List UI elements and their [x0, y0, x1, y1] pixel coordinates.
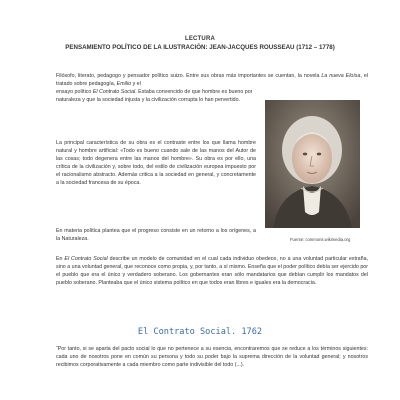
rousseau-portrait	[265, 100, 360, 228]
intro-paragraph: Filósofo, literato, pedagogo y pensador político suizo. Entre sus obras más importantes se cuentan, la novela La nueva Eloísa, el tratado sobre pedagogía, Emilio y el	[56, 73, 368, 87]
portrait-caption: Fuente: commons.wikimedia.org	[290, 237, 351, 242]
page-title: PENSAMIENTO POLÍTICO DE LA ILUSTRACIÓN: JEAN-JACQUES ROUSSEAU (1712 – 1778)	[65, 44, 335, 51]
intro-paragraph-continued: ensayo político El Contrato Social. Estaba convencido de que hombre es bueno por naturaleza y que la sociedad injusta y la civilización corrupta lo han pervertido.	[56, 89, 253, 103]
section-title: El Contrato Social. 1762	[137, 327, 263, 337]
politics-paragraph: En materia política plantea que el progreso consiste en un retorno a los orígenes, a la Naturaleza.	[56, 228, 256, 242]
quote-paragraph: “Por tanto, si se aparta del pacto social lo que no pertenece a su esencia, encontraremos que se reduce a los términos siguientes: cada uno de nosotros pone en común su persona y todo su poder bajo la suprema dirección de la voluntad general; y nosotros recibimos corporativamente a cada miembro como parte indivisible del todo (...).	[56, 346, 368, 368]
characteristics-paragraph: La principal característica de su obra es el contraste entre los que llama hombre natural y hombre artificial: «Todo es bueno cuando sale de las manos del Autor de las cosas; todo degenera entre las manos del hombre». Su obra es por ello, una crítica de la civilización y, sobre todo, del estilo de civilización europea impuesto por el racionalismo abstracto. Además critica a la sociedad en general, y concretamente a la sociedad francesa de su época.	[56, 140, 256, 186]
reading-kicker: LECTURA	[184, 36, 216, 42]
portrait-illustration	[265, 100, 360, 228]
social-contract-paragraph: En El Contrato Social describe un modelo de comunidad en el cual cada individuo obedece, no a una voluntad particular extraña, sino a una voluntad general, que reconoce como propia, y, por tanto, a sí mismo. Enseña que el poder político debía ser ejercido por el pueblo que era el único y verdadero soberano. Los gobernantes eran sólo mandatarios que debían cumplir los mandatos del pueblo soberano. Planteaba que el único sistema político en que todos eran libres e iguales era la democracia.	[56, 256, 368, 286]
